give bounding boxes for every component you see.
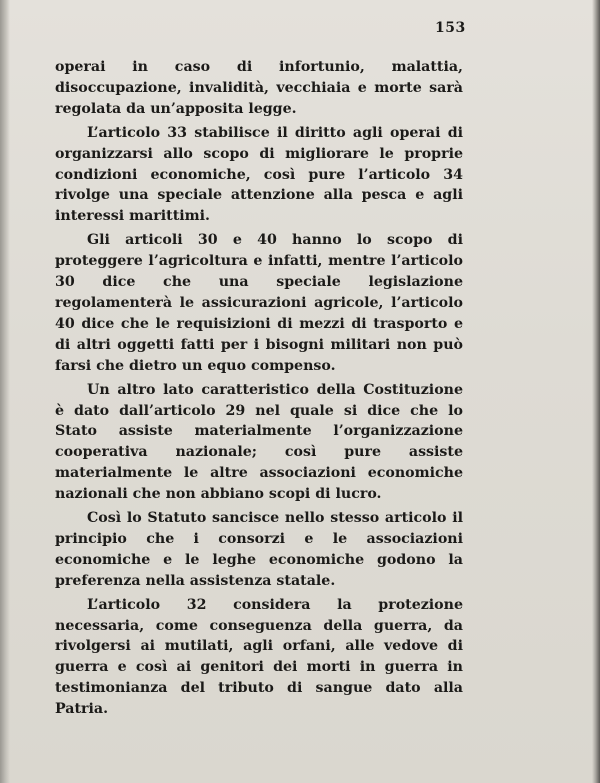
page-number: 153: [435, 20, 466, 36]
body-text: [55, 57, 463, 720]
paragraph-statuto: Così lo Statuto sancisce nello stesso articolo il principio che i consorzi e le associazioni economiche e le leghe economiche godono la preferenza nella assistenza statale.: [55, 510, 463, 589]
paragraph-article-33: L’articolo 33 stabilisce il diritto agli operai di organizzarsi allo scopo di migliorare le proprie condizioni economiche, così pure l’articolo 34 rivolge una speciale attenzione alla pesca e agli interessi marittimi.: [55, 124, 463, 225]
page-right-edge-shadow: [592, 0, 600, 783]
paragraph-articles-30-40: Gli articoli 30 e 40 hanno lo scopo di proteggere l’agricoltura e infatti, mentre l’articolo 30 dice che una speciale legislazione regolamenterà le assicurazioni agricole, l’articolo 40 dice che le requisizioni di mezzi di trasporto e di altri oggetti fatti per i bisogni militari non può farsi che dietro un equo compenso.: [55, 232, 463, 374]
paragraph-continuation: operai in caso di infortunio, malattia, disoccupazione, invalidità, vecchiaia e morte sarà regolata da un’apposita legge.: [55, 59, 463, 117]
paragraph-article-32: L’articolo 32 considera la protezione necessaria, come conseguenza della guerra, da rivolgersi ai mutilati, agli orfani, alle vedove di guerra e così ai genitori dei morti in guerra in testimonianza del tributo di sangue dato alla Patria.: [55, 596, 463, 718]
page-left-edge-shadow: [0, 0, 10, 783]
paragraph-article-29: Un altro lato caratteristico della Costituzione è dato dall’articolo 29 nel quale si dice che lo Stato assiste materialmente l’organizzazione cooperativa nazionale; così pure assiste materialmente le altre associazioni economiche nazionali che non abbiano scopi di lucro.: [55, 381, 463, 503]
